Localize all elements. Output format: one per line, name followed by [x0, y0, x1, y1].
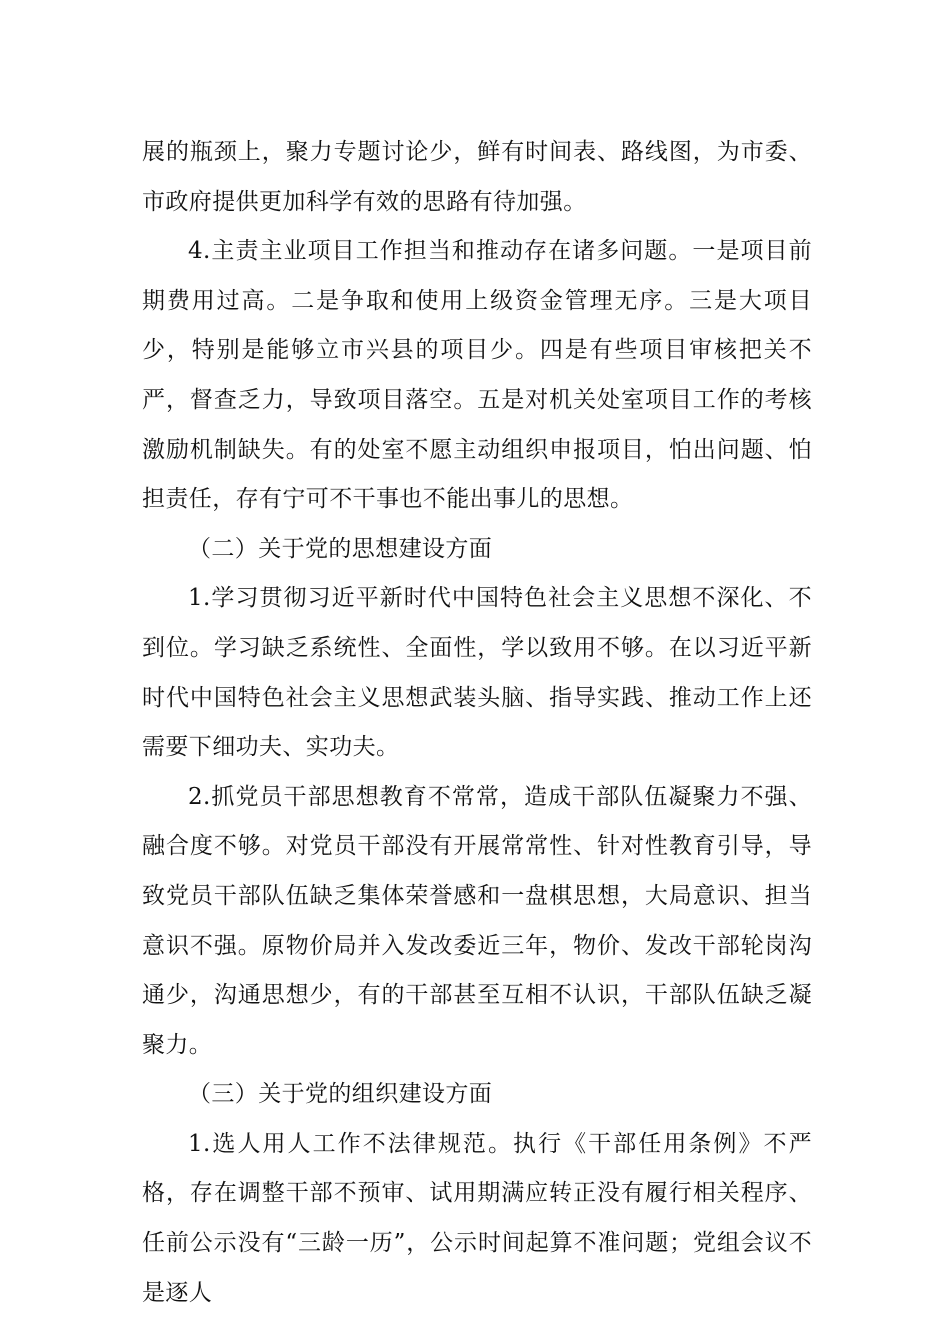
- paragraph-item-4-project-work: 4.主责主业项目工作担当和推动存在诸多问题。一是项目前期费用过高。二是争取和使用上级资金管理无序。三是大项目少，特别是能够立市兴县的项目少。四是有些项目审核把关不严，督查乏力，导致项目落空。五是对机关处室项目工作的考核激励机制缺失。有的处室不愿主动组织申报项目，怕出问题、怕担责任，存有宁可不干事也不能出事儿的思想。: [142, 238, 812, 513]
- paragraph-item-1-personnel: 1.选人用人工作不法律规范。执行《干部任用条例》不严格，存在调整干部不预审、试用期满应转正没有履行相关程序、任前公示没有“三龄一历”，公示时间起算不准问题；党组会议不是逐人: [142, 1130, 812, 1306]
- paragraph-item-1-study: 1.学习贯彻习近平新时代中国特色社会主义思想不深化、不到位。学习缺乏系统性、全面性，学以致用不够。在以习近平新时代中国特色社会主义思想武装头脑、指导实践、推动工作上还需要下细功夫、实功夫。: [142, 585, 812, 761]
- document-body: [142, 128, 812, 1318]
- paragraph-item-2-education: 2.抓党员干部思想教育不常常，造成干部队伍凝聚力不强、融合度不够。对党员干部没有开展常常性、针对性教育引导，导致党员干部队伍缺乏集体荣誉感和一盘棋思想，大局意识、担当意识不强。原物价局并入发改委近三年，物价、发改干部轮岗沟通少，沟通思想少，有的干部甚至互相不认识，干部队伍缺乏凝聚力。: [142, 783, 812, 1058]
- section-heading-organization: （三）关于党的组织建设方面: [188, 1081, 493, 1108]
- paragraph-continuation: 展的瓶颈上，聚力专题讨论少，鲜有时间表、路线图，为市委、市政府提供更加科学有效的思路有待加强。: [142, 139, 812, 215]
- section-heading-ideology: （二）关于党的思想建设方面: [188, 535, 493, 562]
